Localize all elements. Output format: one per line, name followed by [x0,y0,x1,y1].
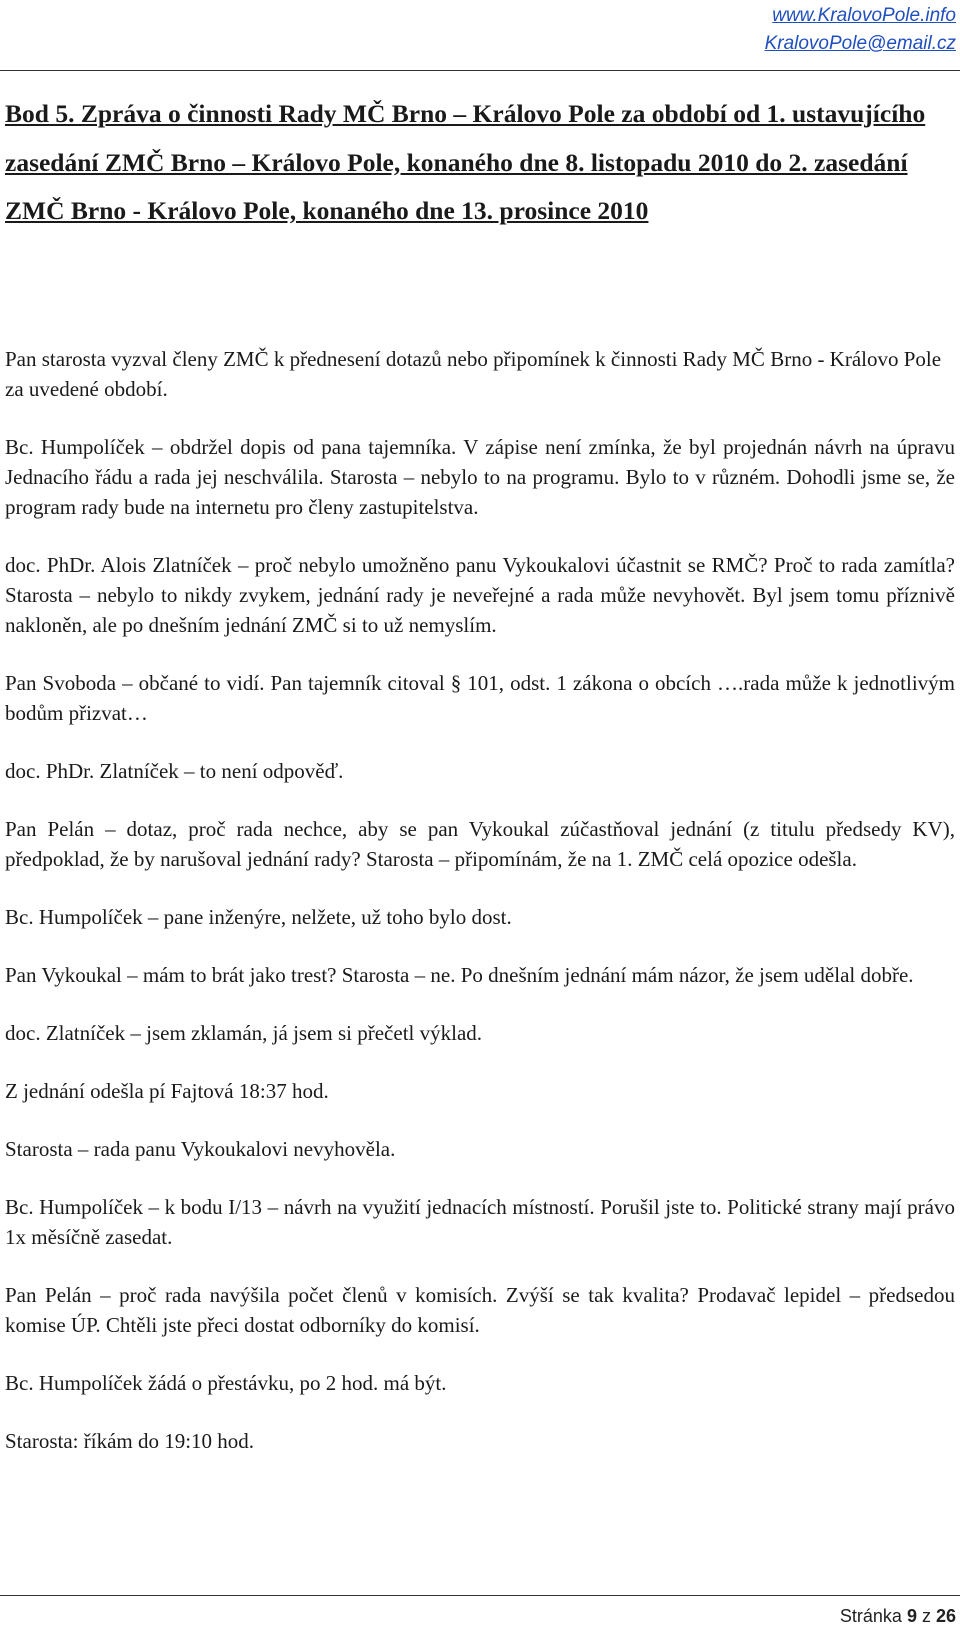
current-page: 9 [906,1606,917,1626]
section-heading [5,90,955,236]
paragraph: Bc. Humpolíček – obdržel dopis od pana tajemníka. V zápise není zmínka, že byl projednán návrh na úpravu Jednacího řádu a rada jej neschválila. Starosta – nebylo to na programu. Bylo to v různém. Dohodli jsme se, že program rady bude na internetu pro členy zastupitelstva. [5,435,955,519]
page-number-separator: z [916,1606,936,1626]
paragraph: Pan Vykoukal – mám to brát jako trest? Starosta – ne. Po dnešním jednání mám názor, že jsem udělal dobře. [5,963,914,987]
paragraph: Bc. Humpolíček žádá o přestávku, po 2 hod. má být. [5,1371,447,1395]
paragraph: Bc. Humpolíček – pane inženýre, nelžete, už toho bylo dost. [5,905,512,929]
paragraph: Pan Pelán – proč rada navýšila počet členů v komisích. Zvýší se tak kvalita? Prodavač lepidel – předsedou komise ÚP. Chtěli jste přeci dostat odborníky do komisí. [5,1283,955,1337]
paragraph: doc. PhDr. Alois Zlatníček – proč nebylo umožněno panu Vykoukalovi účastnit se RMČ? Proč to rada zamítla? Starosta – nebylo to nikdy zvykem, jednání rady je neveřejné a rada může nevyhovět. Byl jsem tomu příznivě nakloněn, ale po dnešním jednání ZMČ si to už nemyslím. [5,553,955,637]
paragraph: Z jednání odešla pí Fajtová 18:37 hod. [5,1079,329,1103]
paragraph: Pan starosta vyzval členy ZMČ k přednesení dotazů nebo připomínek k činnosti Rady MČ Brno - Královo Pole za uvedené období. [5,347,942,401]
paragraph: Starosta: říkám do 19:10 hod. [5,1429,255,1453]
minutes-body [5,344,955,1484]
section-heading-text: Bod 5. Zpráva o činnosti Rady MČ Brno – Královo Pole za období od 1. ustavujícího zasedání ZMČ Brno – Královo Pole, konaného dne 8. listopadu 2010 do 2. zasedání ZMČ Brno - Královo Pole, konaného dne 13. prosince 2010 [5,99,926,225]
email-link[interactable]: KralovoPole@email.cz [764,33,956,54]
footer-divider [0,1595,960,1596]
page-number-prefix: Stránka [839,1606,907,1626]
total-pages: 26 [935,1606,956,1626]
paragraph: Pan Pelán – dotaz, proč rada nechce, aby se pan Vykoukal zúčastňoval jednání (z titulu předsedy KV), předpoklad, že by narušoval jednání rady? Starosta – připomínám, že na 1. ZMČ celá opozice odešla. [5,817,955,871]
website-link[interactable]: www.KralovoPole.info [772,5,956,26]
page-header [765,2,956,58]
paragraph: Bc. Humpolíček – k bodu I/13 – návrh na využití jednacích místností. Porušil jste to. Politické strany mají právo 1x měsíčně zasedat. [5,1195,955,1249]
paragraph: Starosta – rada panu Vykoukalovi nevyhověla. [5,1137,396,1161]
paragraph: doc. PhDr. Zlatníček – to není odpověď. [5,759,344,783]
page-number [840,1606,956,1627]
header-divider [0,70,960,71]
paragraph: Pan Svoboda – občané to vidí. Pan tajemník citoval § 101, odst. 1 zákona o obcích ….rada může k jednotlivým bodům přizvat… [5,671,955,725]
paragraph: doc. Zlatníček – jsem zklamán, já jsem si přečetl výklad. [5,1021,483,1045]
